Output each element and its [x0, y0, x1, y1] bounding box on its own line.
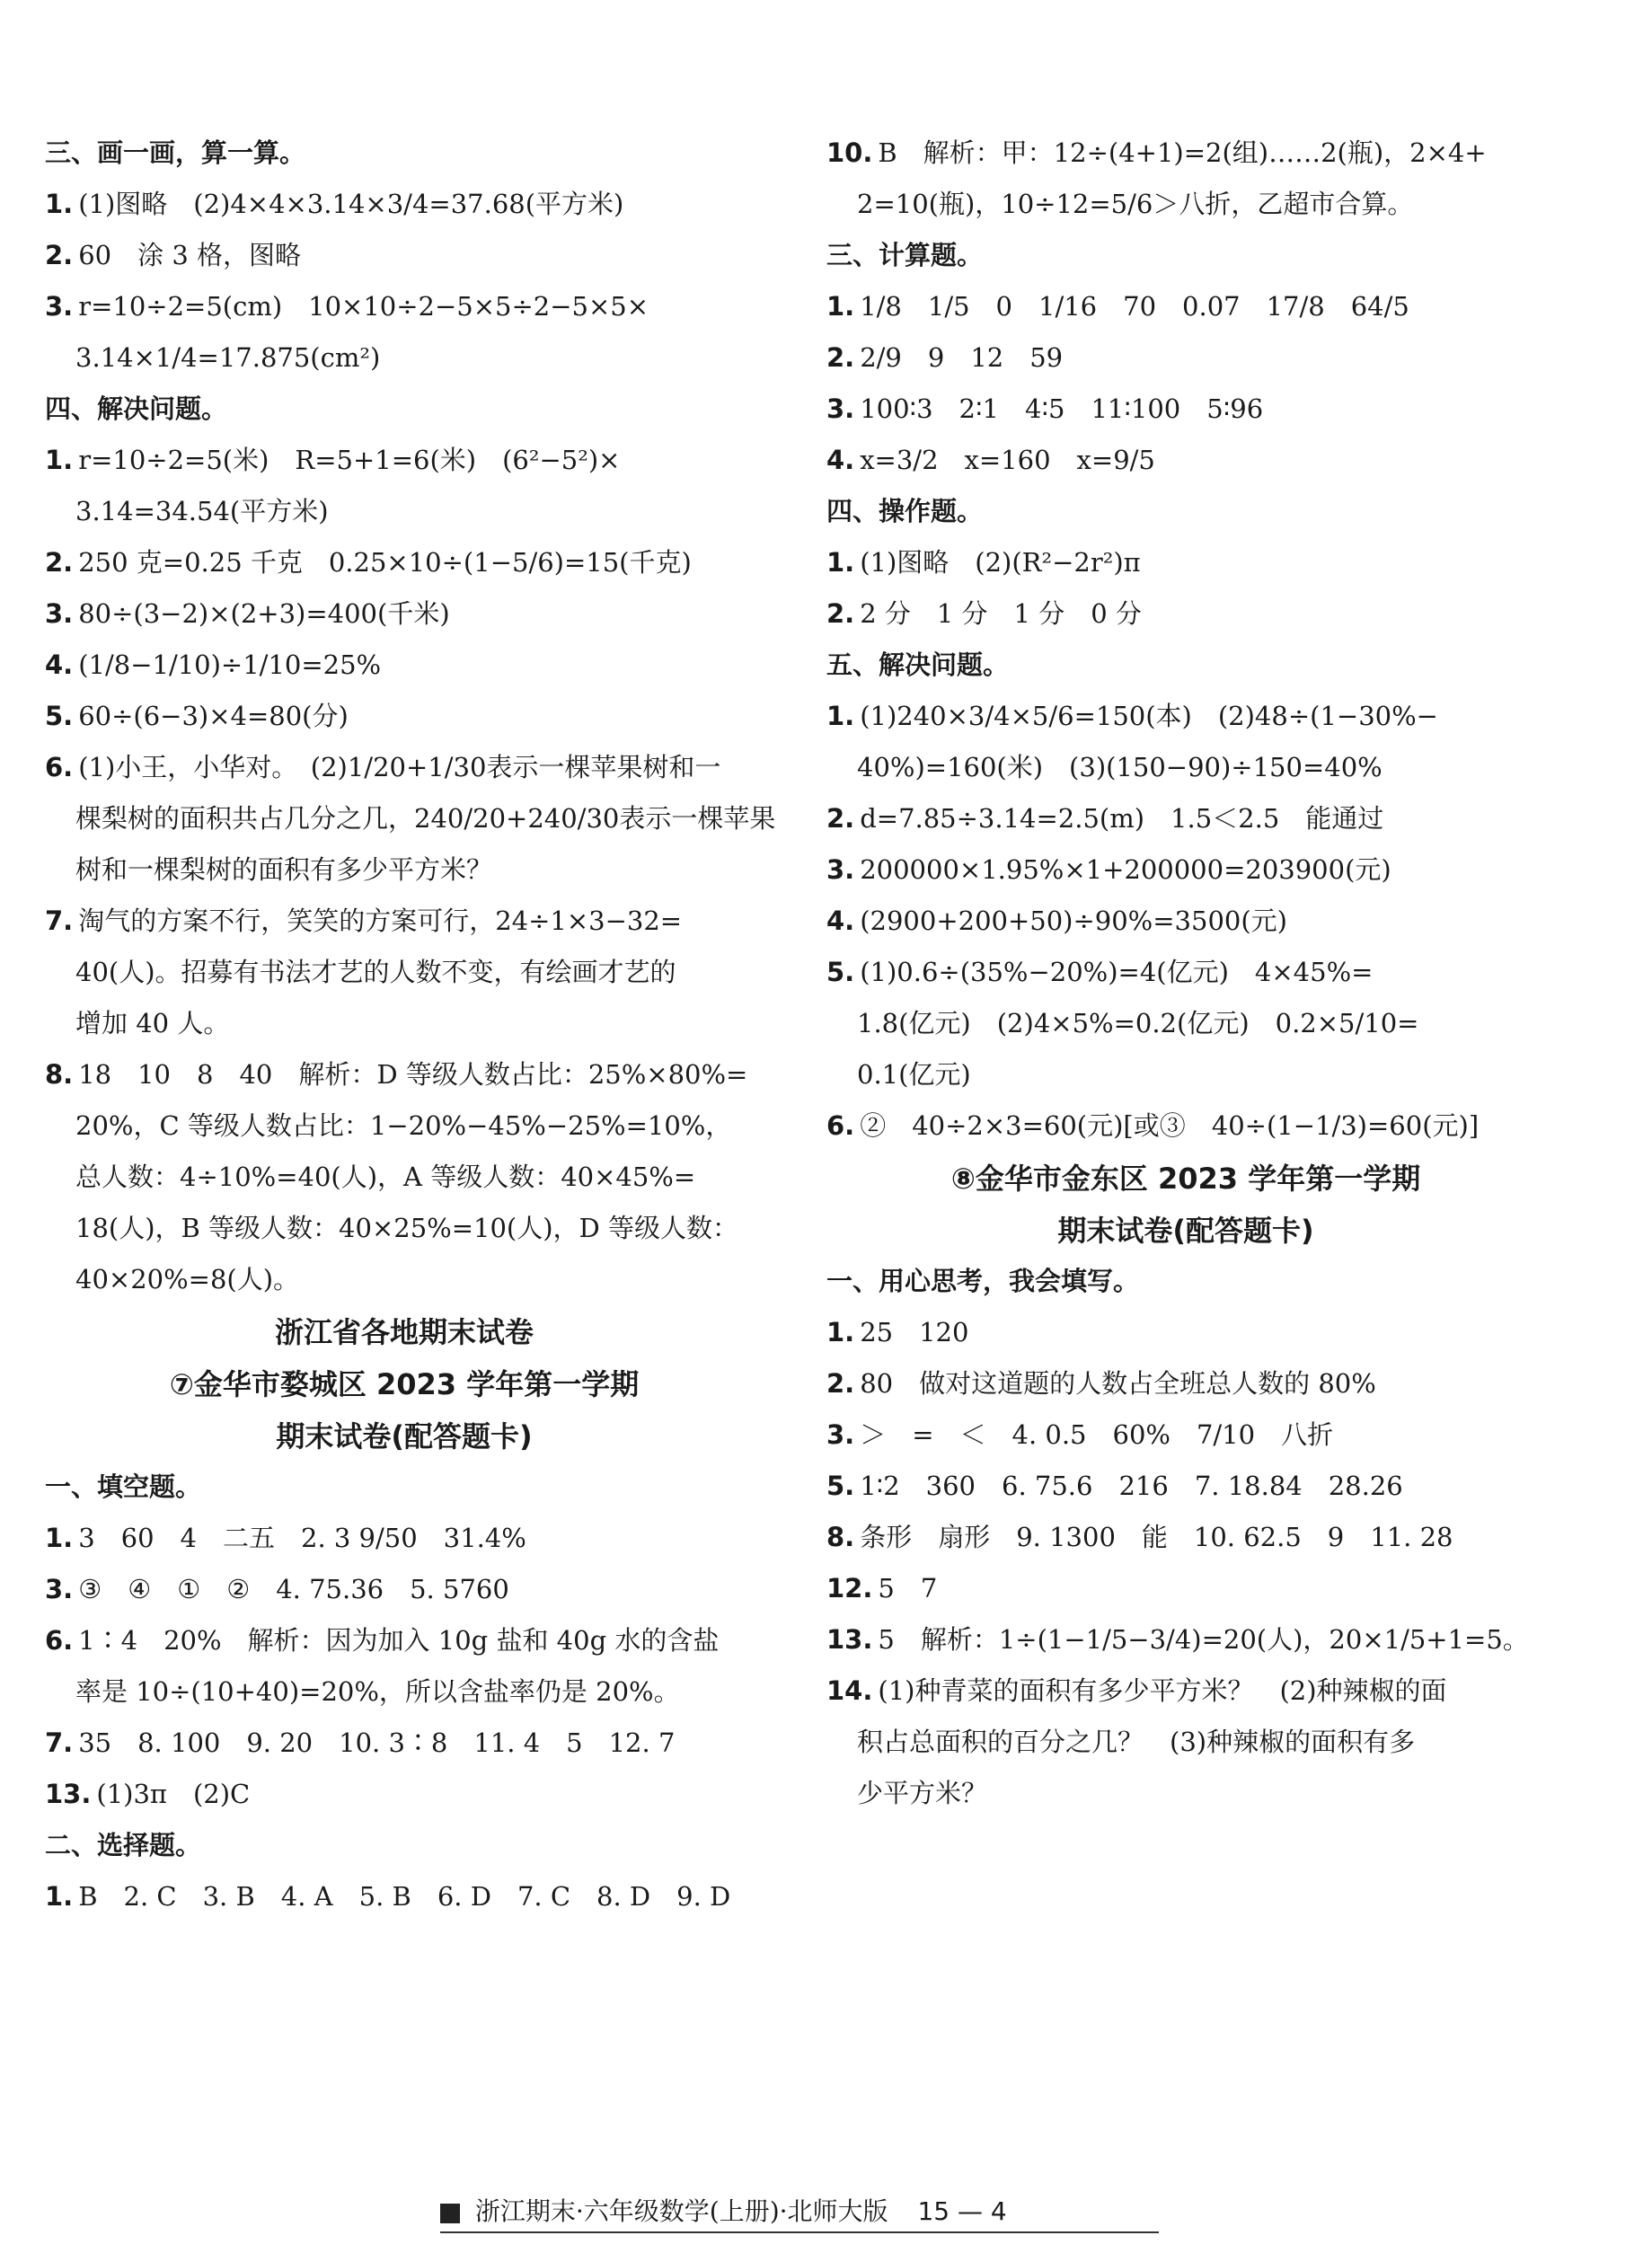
item-text: d=7.85÷3.14=2.5(m) 1.5＜2.5 能通过 — [860, 803, 1384, 834]
item-number: 2. — [45, 547, 74, 578]
section-heading: 三、画一画，算一算。 — [45, 137, 306, 168]
answer-continuation: 20%，C 等级人数占比：1−20%−45%−25%=10%， — [75, 1110, 732, 1141]
answer-continuation: 18(人)，B 等级人数：40×25%=10(人)，D 等级人数： — [75, 1213, 739, 1243]
section-heading: 一、用心思考，我会填写。 — [826, 1266, 1140, 1296]
item-number: 3. — [45, 291, 74, 322]
item-text: 250 克=0.25 千克 0.25×10÷(1−5/6)=15(千克) — [78, 547, 692, 578]
item-text: (1)0.6÷(35%−20%)=4(亿元) 4×45%= — [860, 957, 1374, 987]
item-text: x=3/2 x=160 x=9/5 — [860, 445, 1155, 475]
item-text: (2900+200+50)÷90%=3500(元) — [860, 906, 1287, 936]
answer-item — [826, 1314, 1545, 1350]
item-text: 条形 扇形 9. 1300 能 10. 62.5 9 11. 28 — [860, 1522, 1453, 1552]
answer-item — [826, 1621, 1545, 1657]
item-text: 25 120 — [860, 1317, 969, 1347]
item-number: 4. — [45, 649, 74, 680]
answer-item — [45, 1878, 764, 1914]
item-text: r=10÷2=5(米) R=5+1=6(米) (6²−5²)× — [78, 445, 621, 475]
item-text: (1)种青菜的面积有多少平方米？ (2)种辣椒的面 — [878, 1675, 1447, 1706]
item-text: (1)小王，小华对。 (2)1/20+1/30表示一棵苹果树和一 — [78, 752, 721, 782]
answer-continuation: 棵梨树的面积共占几分之几，240/20+240/30表示一棵苹果 — [75, 803, 776, 834]
answer-item — [826, 903, 1545, 939]
answer-item — [45, 1622, 764, 1658]
item-text: (1)240×3/4×5/6=150(本) (2)48÷(1−30%− — [860, 701, 1438, 731]
item-number: 3. — [826, 393, 855, 424]
item-number: 1. — [45, 1881, 74, 1912]
item-number: 5. — [826, 1471, 855, 1501]
footer-square-icon — [440, 2204, 460, 2223]
item-number: 2. — [826, 342, 855, 373]
answer-item — [826, 1673, 1545, 1709]
item-text: 60 涂 3 格，图略 — [78, 240, 301, 270]
answer-continuation: 40%)=160(米) (3)(150−90)÷150=40% — [857, 752, 1383, 782]
answer-item — [826, 442, 1545, 478]
answer-continuation: 树和一棵梨树的面积有多少平方米？ — [75, 854, 493, 885]
item-number: 3. — [45, 1574, 74, 1604]
answer-item — [826, 1417, 1545, 1453]
answer-item — [826, 698, 1545, 734]
exam-title: 期末试卷(配答题卡) — [276, 1419, 533, 1453]
section-heading: 一、填空题。 — [45, 1471, 202, 1502]
section-heading: 三、计算题。 — [826, 240, 984, 270]
answer-continuation: 3.14=34.54(平方米) — [75, 496, 329, 526]
item-number: 12. — [826, 1573, 873, 1604]
item-number: 10. — [826, 137, 873, 168]
answer-continuation: 少平方米？ — [857, 1778, 988, 1808]
item-text: 5 解析：1÷(1−1/5−3/4)=20(人)，20×1/5+1=5。 — [878, 1624, 1529, 1655]
answer-item — [826, 800, 1545, 836]
answer-item — [826, 1108, 1545, 1144]
answer-item — [826, 135, 1545, 171]
item-number: 13. — [45, 1779, 92, 1809]
item-text: 2/9 9 12 59 — [860, 342, 1064, 373]
item-number: 7. — [45, 906, 74, 936]
answer-item — [826, 596, 1545, 632]
exam-title: 浙江省各地期末试卷 — [274, 1315, 534, 1349]
section-heading: 四、解决问题。 — [45, 393, 228, 424]
item-text: 淘气的方案不行，笑笑的方案可行，24÷1×3−32= — [78, 906, 683, 936]
item-text: r=10÷2=5(cm) 10×10÷2−5×5÷2−5×5× — [78, 291, 649, 322]
item-text: ＞ = ＜ 4. 0.5 60% 7/10 八折 — [860, 1419, 1334, 1450]
item-text: 5 7 — [878, 1573, 938, 1604]
item-text: 3 60 4 二五 2. 3 9/50 31.4% — [78, 1523, 526, 1553]
item-text: B 解析：甲：12÷(4+1)=2(组)……2(瓶)，2×4+ — [878, 137, 1487, 168]
item-text: 80÷(3−2)×(2+3)=400(千米) — [78, 598, 450, 629]
section-heading: 四、操作题。 — [826, 496, 984, 526]
answer-item — [45, 903, 764, 939]
item-number: 3. — [826, 854, 855, 885]
item-number: 1. — [826, 291, 855, 322]
exam-title: ⑦金华市婺城区 2023 学年第一学期 — [169, 1367, 640, 1401]
answer-item — [45, 647, 764, 683]
item-text: ② 40÷2×3=60(元)[或③ 40÷(1−1/3)=60(元)] — [860, 1110, 1480, 1141]
answer-item — [826, 954, 1545, 990]
item-number: 14. — [826, 1675, 873, 1706]
item-number: 7. — [45, 1727, 74, 1758]
item-number: 6. — [826, 1110, 855, 1141]
item-text: 18 10 8 40 解析：D 等级人数占比：25%×80%= — [78, 1059, 748, 1090]
answer-continuation: 40(人)。招募有书法才艺的人数不变，有绘画才艺的 — [75, 957, 676, 987]
item-text: ③ ④ ① ② 4. 75.36 5. 5760 — [78, 1574, 509, 1604]
exam-title: 期末试卷(配答题卡) — [1057, 1214, 1314, 1248]
item-number: 1. — [826, 701, 855, 731]
answer-item — [826, 288, 1545, 324]
item-number: 8. — [826, 1522, 855, 1552]
section-heading: 五、解决问题。 — [826, 649, 1010, 680]
item-text: 60÷(6−3)×4=80(分) — [78, 701, 349, 731]
answer-item — [826, 340, 1545, 376]
answer-continuation: 总人数：4÷10%=40(人)，A 等级人数：40×45%= — [75, 1162, 696, 1192]
item-text: 35 8. 100 9. 20 10. 3∶8 11. 4 5 12. 7 — [78, 1727, 676, 1758]
answer-item — [45, 698, 764, 734]
item-number: 13. — [826, 1624, 873, 1655]
answer-continuation: 1.8(亿元) (2)4×5%=0.2(亿元) 0.2×5/10= — [857, 1008, 1419, 1038]
item-text: 80 做对这道题的人数占全班总人数的 80% — [860, 1368, 1376, 1399]
item-text: 1∶2 360 6. 75.6 216 7. 18.84 28.26 — [860, 1471, 1403, 1501]
item-number: 1. — [826, 547, 855, 578]
item-number: 3. — [45, 598, 74, 629]
answer-item — [45, 749, 764, 785]
item-number: 2. — [826, 803, 855, 834]
answer-item — [826, 1365, 1545, 1401]
item-text: (1)图略 (2)(R²−2r²)π — [860, 547, 1141, 578]
answer-item — [45, 1520, 764, 1556]
item-number: 1. — [826, 1317, 855, 1347]
page-footer — [440, 2192, 1159, 2233]
item-text: 1/8 1/5 0 1/16 70 0.07 17/8 64/5 — [860, 291, 1409, 322]
answer-item — [45, 1571, 764, 1607]
answer-item — [45, 1056, 764, 1092]
answer-continuation: 40×20%=8(人)。 — [75, 1264, 300, 1294]
item-text: 200000×1.95%×1+200000=203900(元) — [860, 854, 1391, 885]
answer-continuation: 增加 40 人。 — [75, 1008, 230, 1038]
item-text: 2 分 1 分 1 分 0 分 — [860, 598, 1142, 629]
item-number: 1. — [45, 189, 74, 219]
item-number: 4. — [826, 906, 855, 936]
item-text: (1)图略 (2)4×4×3.14×3/4=37.68(平方米) — [78, 189, 624, 219]
answer-item — [826, 544, 1545, 580]
answer-item — [45, 544, 764, 580]
answer-continuation: 3.14×1/4=17.875(cm²) — [75, 342, 381, 373]
answer-item — [45, 1725, 764, 1761]
item-number: 8. — [45, 1059, 74, 1090]
item-number: 5. — [826, 957, 855, 987]
left-column — [45, 135, 776, 1930]
answer-item — [826, 1570, 1545, 1606]
answer-continuation: 2=10(瓶)，10÷12=5/6＞八折，乙超市合算。 — [857, 189, 1414, 219]
item-text: B 2. C 3. B 4. A 5. B 6. D 7. C 8. D 9. D — [78, 1881, 731, 1912]
answer-item — [45, 186, 764, 222]
answer-continuation: 率是 10÷(10+40)=20%，所以含盐率仍是 20%。 — [75, 1676, 680, 1707]
item-text: 100∶3 2∶1 4∶5 11∶100 5∶96 — [860, 393, 1264, 424]
answer-item — [826, 1519, 1545, 1555]
item-number: 2. — [826, 1368, 855, 1399]
item-number: 4. — [826, 445, 855, 475]
item-text: (1)3π (2)C — [96, 1779, 251, 1809]
item-number: 6. — [45, 1625, 74, 1656]
answer-item — [45, 442, 764, 478]
item-number: 3. — [826, 1419, 855, 1450]
answer-continuation: 积占总面积的百分之几？ (3)种辣椒的面积有多 — [857, 1727, 1416, 1757]
answer-continuation: 0.1(亿元) — [857, 1059, 971, 1090]
section-heading: 二、选择题。 — [45, 1830, 202, 1860]
item-number: 6. — [45, 752, 74, 782]
exam-title: ⑧金华市金东区 2023 学年第一学期 — [950, 1162, 1421, 1196]
answer-item — [45, 596, 764, 632]
answer-item — [45, 288, 764, 324]
right-column — [826, 135, 1545, 1826]
answer-item — [45, 1776, 764, 1812]
item-number: 2. — [45, 240, 74, 270]
answer-item — [826, 852, 1545, 888]
answer-item — [826, 391, 1545, 427]
item-number: 1. — [45, 445, 74, 475]
item-number: 2. — [826, 598, 855, 629]
answer-item — [45, 237, 764, 273]
item-number: 5. — [45, 701, 74, 731]
item-text: (1/8−1/10)÷1/10=25% — [78, 649, 382, 680]
page-number: 15 — 4 — [917, 2196, 1007, 2226]
item-number: 1. — [45, 1523, 74, 1553]
answer-item — [826, 1468, 1545, 1504]
footer-book-title: 浙江期末·六年级数学(上册)·北师大版 — [474, 2196, 888, 2226]
item-text: 1∶4 20% 解析：因为加入 10g 盐和 40g 水的含盐 — [78, 1625, 720, 1656]
